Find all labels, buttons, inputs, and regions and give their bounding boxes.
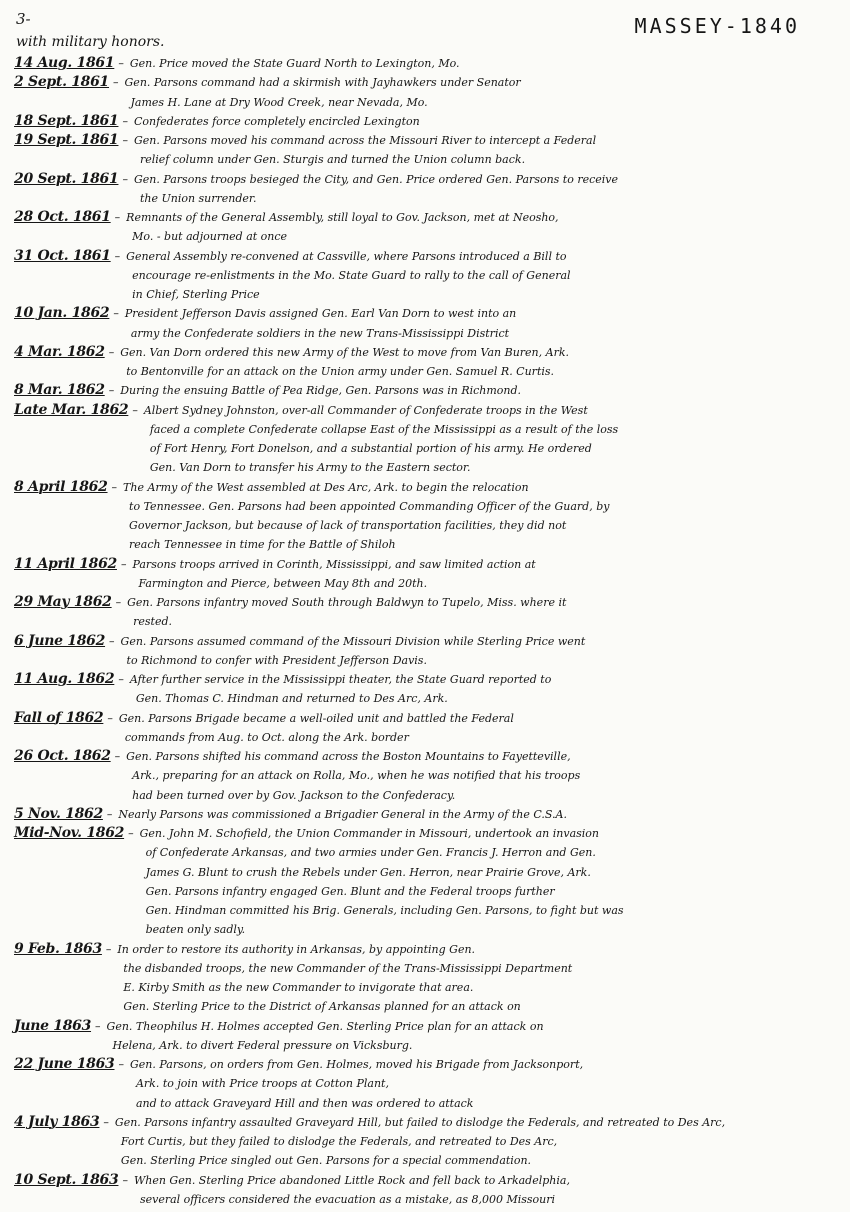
entry-date: 26 Oct. 1862 bbox=[14, 748, 111, 764]
entry-text bbox=[130, 1055, 836, 1113]
entry-text bbox=[130, 54, 836, 73]
entry-line: Mo. - but adjourned at once bbox=[132, 230, 288, 244]
entry-text bbox=[115, 1113, 836, 1171]
entry-line: encourage re-enlistments in the Mo. State Guard to rally to the call of General bbox=[132, 268, 571, 282]
timeline-entry bbox=[14, 208, 836, 247]
entry-text bbox=[134, 1171, 836, 1210]
entry-line: Gen. Van Dorn to transfer his Army to the Eastern sector. bbox=[149, 461, 471, 475]
entry-text bbox=[107, 1017, 836, 1056]
entry-date: 10 Jan. 1862 bbox=[14, 305, 110, 322]
entry-line: Ark. to join with Price troops at Cotton Plant, bbox=[135, 1077, 389, 1091]
entry-date: 11 Aug. 1862 bbox=[14, 671, 115, 687]
entry-dash: – bbox=[108, 384, 115, 398]
timeline-entry bbox=[14, 1017, 836, 1056]
entry-line: of Fort Henry, Fort Donelson, and a substantial portion of his army. He ordered bbox=[149, 442, 592, 455]
timeline-entry bbox=[14, 304, 836, 343]
timeline-entry bbox=[14, 478, 836, 555]
entry-date: 4 Mar. 1862 bbox=[14, 343, 105, 360]
entry-date: 19 Sept. 1861 bbox=[14, 132, 119, 148]
entry-line: Gen. Hindman committed his Brig. Generals, including Gen. Parsons, to fight but was bbox=[145, 904, 624, 917]
entry-line: to Tennessee. Gen. Parsons had been appointed Commanding Officer of the Guard, by bbox=[129, 499, 610, 513]
entry-dash: – bbox=[118, 1058, 124, 1071]
entry-line: rested. bbox=[133, 615, 172, 629]
entry-line: Fort Curtis, but they failed to dislodge the Federals, and retreated to Des Arc, bbox=[120, 1135, 558, 1148]
entry-text bbox=[130, 670, 836, 709]
entry-text bbox=[140, 824, 836, 940]
entry-dash: – bbox=[122, 114, 128, 128]
entry-text bbox=[134, 112, 836, 131]
entry-line: In order to restore its authority in Arkansas, by appointing Gen. bbox=[117, 942, 476, 956]
entry-line: Nearly Parsons was commissioned a Brigadier General in the Army of the C.S.A. bbox=[118, 807, 567, 821]
entry-line: Helena, Ark. to divert Federal pressure on Vicksburg. bbox=[112, 1038, 413, 1052]
entry-dash: – bbox=[120, 557, 127, 571]
entry-line: Remnants of the General Assembly, still loyal to Gov. Jackson, met at Neosho, bbox=[126, 211, 559, 224]
entry-line: Gen. Theophilus H. Holmes accepted Gen. Sterling Price plan for an attack on bbox=[106, 1019, 544, 1033]
entry-line: Gen. Parsons command had a skirmish with Jayhawkers under Senator bbox=[124, 76, 521, 90]
entry-dash: – bbox=[114, 249, 121, 263]
entry-line: The Army of the West assembled at Des Arc, Ark. to begin the relocation bbox=[123, 480, 529, 494]
entry-line: Gen. Parsons shifted his command across the Boston Mountains to Fayetteville, bbox=[126, 750, 571, 763]
entry-dash: – bbox=[95, 1019, 101, 1033]
timeline-entry bbox=[14, 1171, 836, 1210]
entry-date: 2 Sept. 1861 bbox=[14, 74, 110, 91]
entry-date: 28 Oct. 1861 bbox=[14, 209, 111, 225]
entry-line: Ark., preparing for an attack on Rolla, Mo., when he was notified that his troops bbox=[132, 769, 581, 783]
entry-line: reach Tennessee in time for the Battle of Shiloh bbox=[129, 538, 396, 552]
entry-date: 8 Mar. 1862 bbox=[14, 382, 105, 399]
entry-dash: – bbox=[118, 673, 124, 686]
entry-dash: – bbox=[122, 134, 128, 147]
entry-text bbox=[121, 632, 836, 671]
entry-line: the disbanded troops, the new Commander of the Trans-Mississippi Department bbox=[123, 961, 573, 975]
timeline-entry bbox=[14, 381, 836, 400]
entry-text bbox=[134, 170, 836, 209]
entry-line: Gen. Sterling Price singled out Gen. Parsons for a special commendation. bbox=[120, 1154, 532, 1168]
entry-dash: – bbox=[109, 634, 115, 648]
entry-text bbox=[126, 247, 836, 305]
timeline-entry bbox=[14, 170, 836, 209]
entry-line: Albert Sydney Johnston, over-all Commander of Confederate troops in the West bbox=[143, 403, 588, 417]
entry-date: Fall of 1862 bbox=[14, 709, 104, 726]
entry-dash: – bbox=[122, 172, 128, 186]
entry-dash: – bbox=[128, 827, 134, 840]
timeline-entries bbox=[14, 54, 836, 1209]
entry-dash: – bbox=[122, 1173, 128, 1187]
timeline-entry bbox=[14, 593, 836, 632]
timeline-entry bbox=[14, 940, 836, 1017]
timeline-entry bbox=[14, 555, 836, 594]
entry-line: Gen. Parsons, on orders from Gen. Holmes, moved his Brigade from Jacksonport, bbox=[129, 1058, 584, 1071]
entry-line: During the ensuing Battle of Pea Ridge, Gen. Parsons was in Richmond. bbox=[120, 384, 522, 398]
page-title: MASSEY-1840 bbox=[634, 14, 800, 38]
entry-text bbox=[125, 73, 836, 112]
entry-dash: – bbox=[105, 942, 112, 956]
entry-line: James G. Blunt to crush the Rebels under Gen. Herron, near Prairie Grove, Ark. bbox=[145, 865, 591, 879]
entry-line: President Jefferson Davis assigned Gen. Earl Van Dorn to west into an bbox=[124, 307, 517, 321]
timeline-entry bbox=[14, 343, 836, 382]
entry-date: Late Mar. 1862 bbox=[14, 401, 129, 418]
entry-line: Gen. Parsons infantry engaged Gen. Blunt and the Federal troops further bbox=[145, 884, 555, 898]
timeline-entry bbox=[14, 632, 836, 671]
entry-dash: – bbox=[132, 403, 138, 417]
entry-line: Gen. Price moved the State Guard North to Lexington, Mo. bbox=[129, 57, 460, 70]
timeline-entry bbox=[14, 247, 836, 305]
entry-line: faced a complete Confederate collapse East of the Mississippi as a result of the loss bbox=[149, 422, 619, 436]
entry-line: After further service in the Mississippi theater, the State Guard reported to bbox=[129, 673, 552, 686]
timeline-entry bbox=[14, 73, 836, 112]
timeline-entry bbox=[14, 401, 836, 478]
entry-line: of Confederate Arkansas, and two armies under Gen. Francis J. Herron and Gen. bbox=[145, 846, 596, 860]
entry-date: 6 June 1862 bbox=[14, 632, 106, 649]
entry-line: Parsons troops arrived in Corinth, Mississippi, and saw limited action at bbox=[132, 557, 536, 571]
entry-text bbox=[120, 381, 836, 400]
entry-line: the Union surrender. bbox=[139, 191, 257, 205]
entry-date: 4 July 1863 bbox=[14, 1113, 100, 1130]
timeline-entry bbox=[14, 54, 836, 73]
entry-date: 5 Nov. 1862 bbox=[14, 805, 103, 822]
entry-dash: – bbox=[114, 211, 121, 224]
entry-date: 20 Sept. 1861 bbox=[14, 170, 119, 187]
entry-line: had been turned over by Gov. Jackson to the Confederacy. bbox=[132, 788, 456, 802]
entry-line: Gen. Parsons Brigade became a well-oiled unit and battled the Federal bbox=[118, 711, 514, 725]
entry-line: Gen. John M. Schofield, the Union Commander in Missouri, undertook an invasion bbox=[139, 827, 599, 840]
entry-line: Gen. Parsons moved his command across the Missouri River to intercept a Federal bbox=[133, 134, 597, 147]
entry-dash: – bbox=[115, 596, 122, 609]
entry-dash: – bbox=[111, 480, 118, 494]
entry-text bbox=[126, 747, 836, 805]
timeline-entry bbox=[14, 747, 836, 805]
entry-line: When Gen. Sterling Price abandoned Little Rock and fell back to Arkadelphia, bbox=[133, 1173, 570, 1187]
entry-text bbox=[134, 131, 836, 170]
entry-date: 31 Oct. 1861 bbox=[14, 247, 111, 264]
entry-line: and to attack Graveyard Hill and then was ordered to attack bbox=[135, 1096, 474, 1110]
entry-date: 9 Feb. 1863 bbox=[14, 940, 102, 957]
entry-text bbox=[119, 709, 836, 748]
entry-line: Gen. Thomas C. Hindman and returned to Des Arc, Ark. bbox=[135, 692, 448, 706]
entry-date: 11 April 1862 bbox=[14, 555, 117, 572]
timeline-entry bbox=[14, 131, 836, 170]
entry-line: relief column under Gen. Sturgis and turned the Union column back. bbox=[139, 153, 526, 167]
entry-text bbox=[127, 593, 836, 632]
entry-text bbox=[120, 343, 836, 382]
timeline-entry bbox=[14, 824, 836, 940]
entry-date: Mid-Nov. 1862 bbox=[14, 825, 125, 841]
entry-line: Confederates force completely encircled Lexington bbox=[133, 114, 420, 128]
entry-line: Gen. Van Dorn ordered this new Army of the West to move from Van Buren, Ark. bbox=[120, 345, 569, 359]
entry-date: June 1863 bbox=[14, 1017, 92, 1034]
entry-line: General Assembly re-convened at Cassville, where Parsons introduced a Bill to bbox=[126, 249, 567, 263]
entry-date: 22 June 1863 bbox=[14, 1056, 115, 1072]
entry-line: Gen. Parsons infantry assaulted Graveyard Hill, but failed to dislodge the Federals, and retreated to Des Arc, bbox=[114, 1115, 726, 1129]
entry-line: E. Kirby Smith as the new Commander to invigorate that area. bbox=[123, 981, 474, 994]
page-header bbox=[14, 10, 836, 40]
entry-line: Gen. Sterling Price to the District of Arkansas planned for an attack on bbox=[123, 1000, 521, 1014]
entry-line: beaten only sadly. bbox=[145, 923, 246, 937]
entry-line: in Chief, Sterling Price bbox=[132, 288, 260, 301]
entry-text bbox=[117, 940, 836, 1017]
timeline-entry bbox=[14, 112, 836, 131]
entry-line: Governor Jackson, but because of lack of transportation facilities, they did not bbox=[129, 519, 567, 532]
entry-line: James H. Lane at Dry Wood Creek, near Nevada, Mo. bbox=[130, 95, 428, 109]
lead-line: with military honors. bbox=[16, 34, 165, 50]
entry-dash: – bbox=[108, 345, 115, 359]
entry-line: to Richmond to confer with President Jefferson Davis. bbox=[126, 653, 427, 667]
entry-text bbox=[123, 478, 836, 555]
timeline-entry bbox=[14, 670, 836, 709]
timeline-entry bbox=[14, 1055, 836, 1113]
entry-date: 10 Sept. 1863 bbox=[14, 1171, 119, 1188]
entry-dash: – bbox=[118, 57, 124, 70]
entry-dash: – bbox=[106, 807, 113, 821]
entry-dash: – bbox=[114, 750, 121, 763]
timeline-entry bbox=[14, 1113, 836, 1171]
entry-dash: – bbox=[113, 307, 119, 321]
entry-line: to Bentonville for an attack on the Union army under Gen. Samuel R. Curtis. bbox=[126, 365, 555, 378]
entry-line: army the Confederate soldiers in the new Trans-Mississippi District bbox=[130, 326, 510, 340]
entry-dash: – bbox=[103, 1115, 109, 1129]
timeline-entry bbox=[14, 709, 836, 748]
entry-line: Gen. Parsons troops besieged the City, and Gen. Price ordered Gen. Parsons to receive bbox=[133, 172, 619, 186]
entry-line: several officers considered the evacuation as a mistake, as 8,000 Missouri bbox=[139, 1192, 556, 1206]
entry-date: 14 Aug. 1861 bbox=[14, 55, 115, 71]
entry-text bbox=[125, 304, 836, 343]
entry-text bbox=[126, 208, 836, 247]
entry-dash: – bbox=[113, 76, 119, 90]
entry-text bbox=[118, 805, 836, 824]
entry-line: Gen. Parsons infantry moved South through Baldwyn to Tupelo, Miss. where it bbox=[127, 596, 567, 609]
page-number: 3- bbox=[16, 10, 31, 28]
entry-date: 8 April 1862 bbox=[14, 478, 108, 495]
entry-text bbox=[132, 555, 836, 594]
entry-line: commands from Aug. to Oct. along the Ark. border bbox=[124, 730, 409, 744]
entry-text bbox=[144, 401, 836, 478]
entry-date: 18 Sept. 1861 bbox=[14, 112, 119, 129]
entry-line: Gen. Parsons assumed command of the Missouri Division while Sterling Price went bbox=[120, 634, 586, 648]
entry-dash: – bbox=[107, 711, 113, 725]
entry-line: Farmington and Pierce, between May 8th and 20th. bbox=[138, 576, 428, 590]
timeline-entry bbox=[14, 805, 836, 824]
entry-date: 29 May 1862 bbox=[14, 594, 112, 610]
